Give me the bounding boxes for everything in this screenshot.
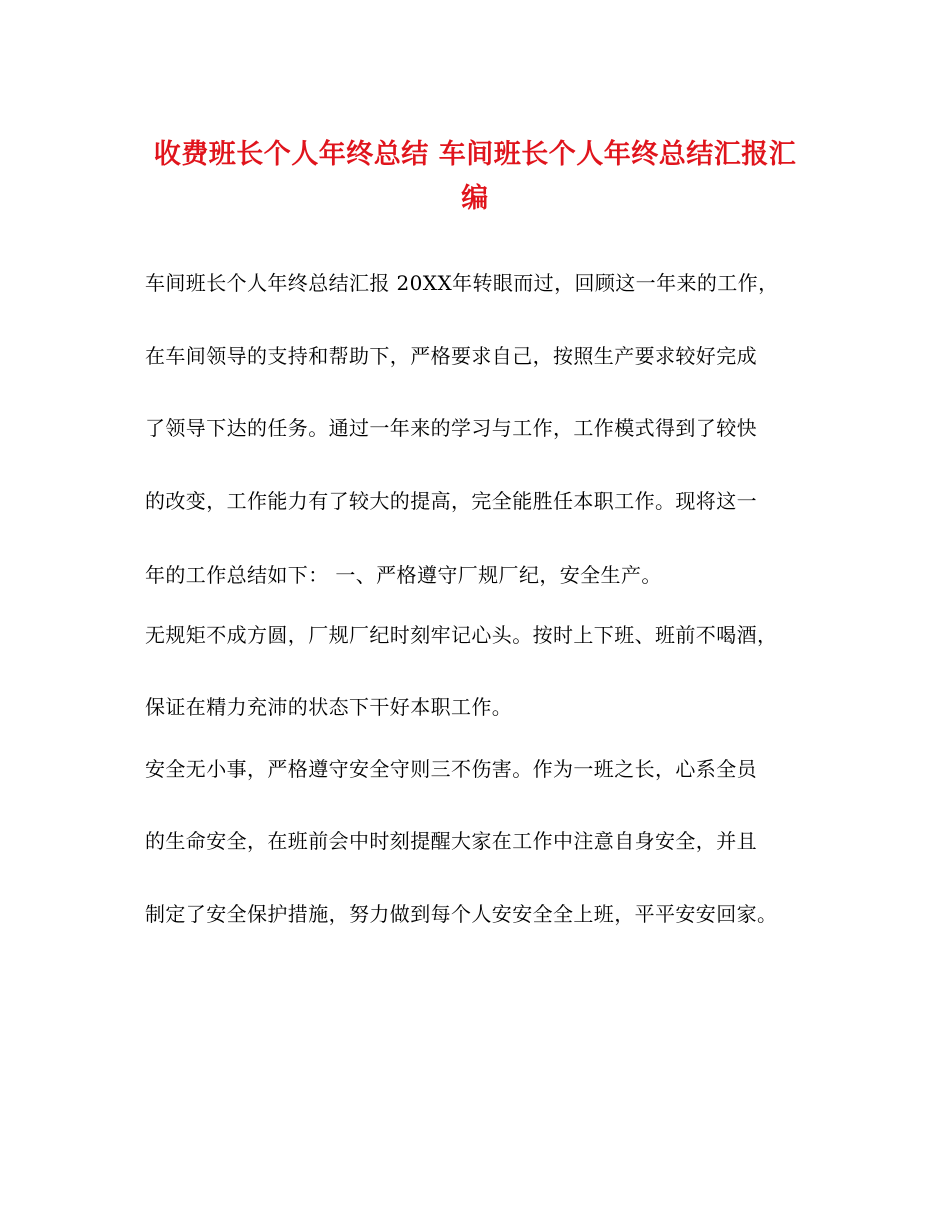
body-line-6: 无规矩不成方圆，厂规厂纪时刻牢记心头。按时上下班、班前不喝酒， (145, 623, 778, 647)
body-line-5: 年的工作总结如下： 一、严格遵守厂规厂纪，安全生产。 (145, 563, 662, 587)
body-line-1: 车间班长个人年终总结汇报 20XX年转眼而过，回顾这一年来的工作， (145, 271, 779, 295)
body-line-9: 的生命安全，在班前会中时刻提醒大家在工作中注意自身安全，并且 (145, 829, 757, 853)
document-title-line-2: 编 (461, 183, 489, 214)
body-line-7: 保证在精力充沛的状态下干好本职工作。 (145, 695, 513, 719)
document-title-line-1: 收费班长个人年终总结 车间班长个人年终总结汇报汇 (153, 139, 797, 170)
body-line-3: 了领导下达的任务。通过一年来的学习与工作，工作模式得到了较快 (145, 416, 757, 440)
body-line-8: 安全无小事，严格遵守安全守则三不伤害。作为一班之长，心系全员 (145, 757, 757, 781)
body-line-10: 制定了安全保护措施，努力做到每个人安安全全上班，平平安安回家。 (145, 902, 778, 926)
body-line-2: 在车间领导的支持和帮助下，严格要求自己，按照生产要求较好完成 (145, 344, 757, 368)
body-line-4: 的改变，工作能力有了较大的提高，完全能胜任本职工作。现将这一 (145, 489, 757, 513)
